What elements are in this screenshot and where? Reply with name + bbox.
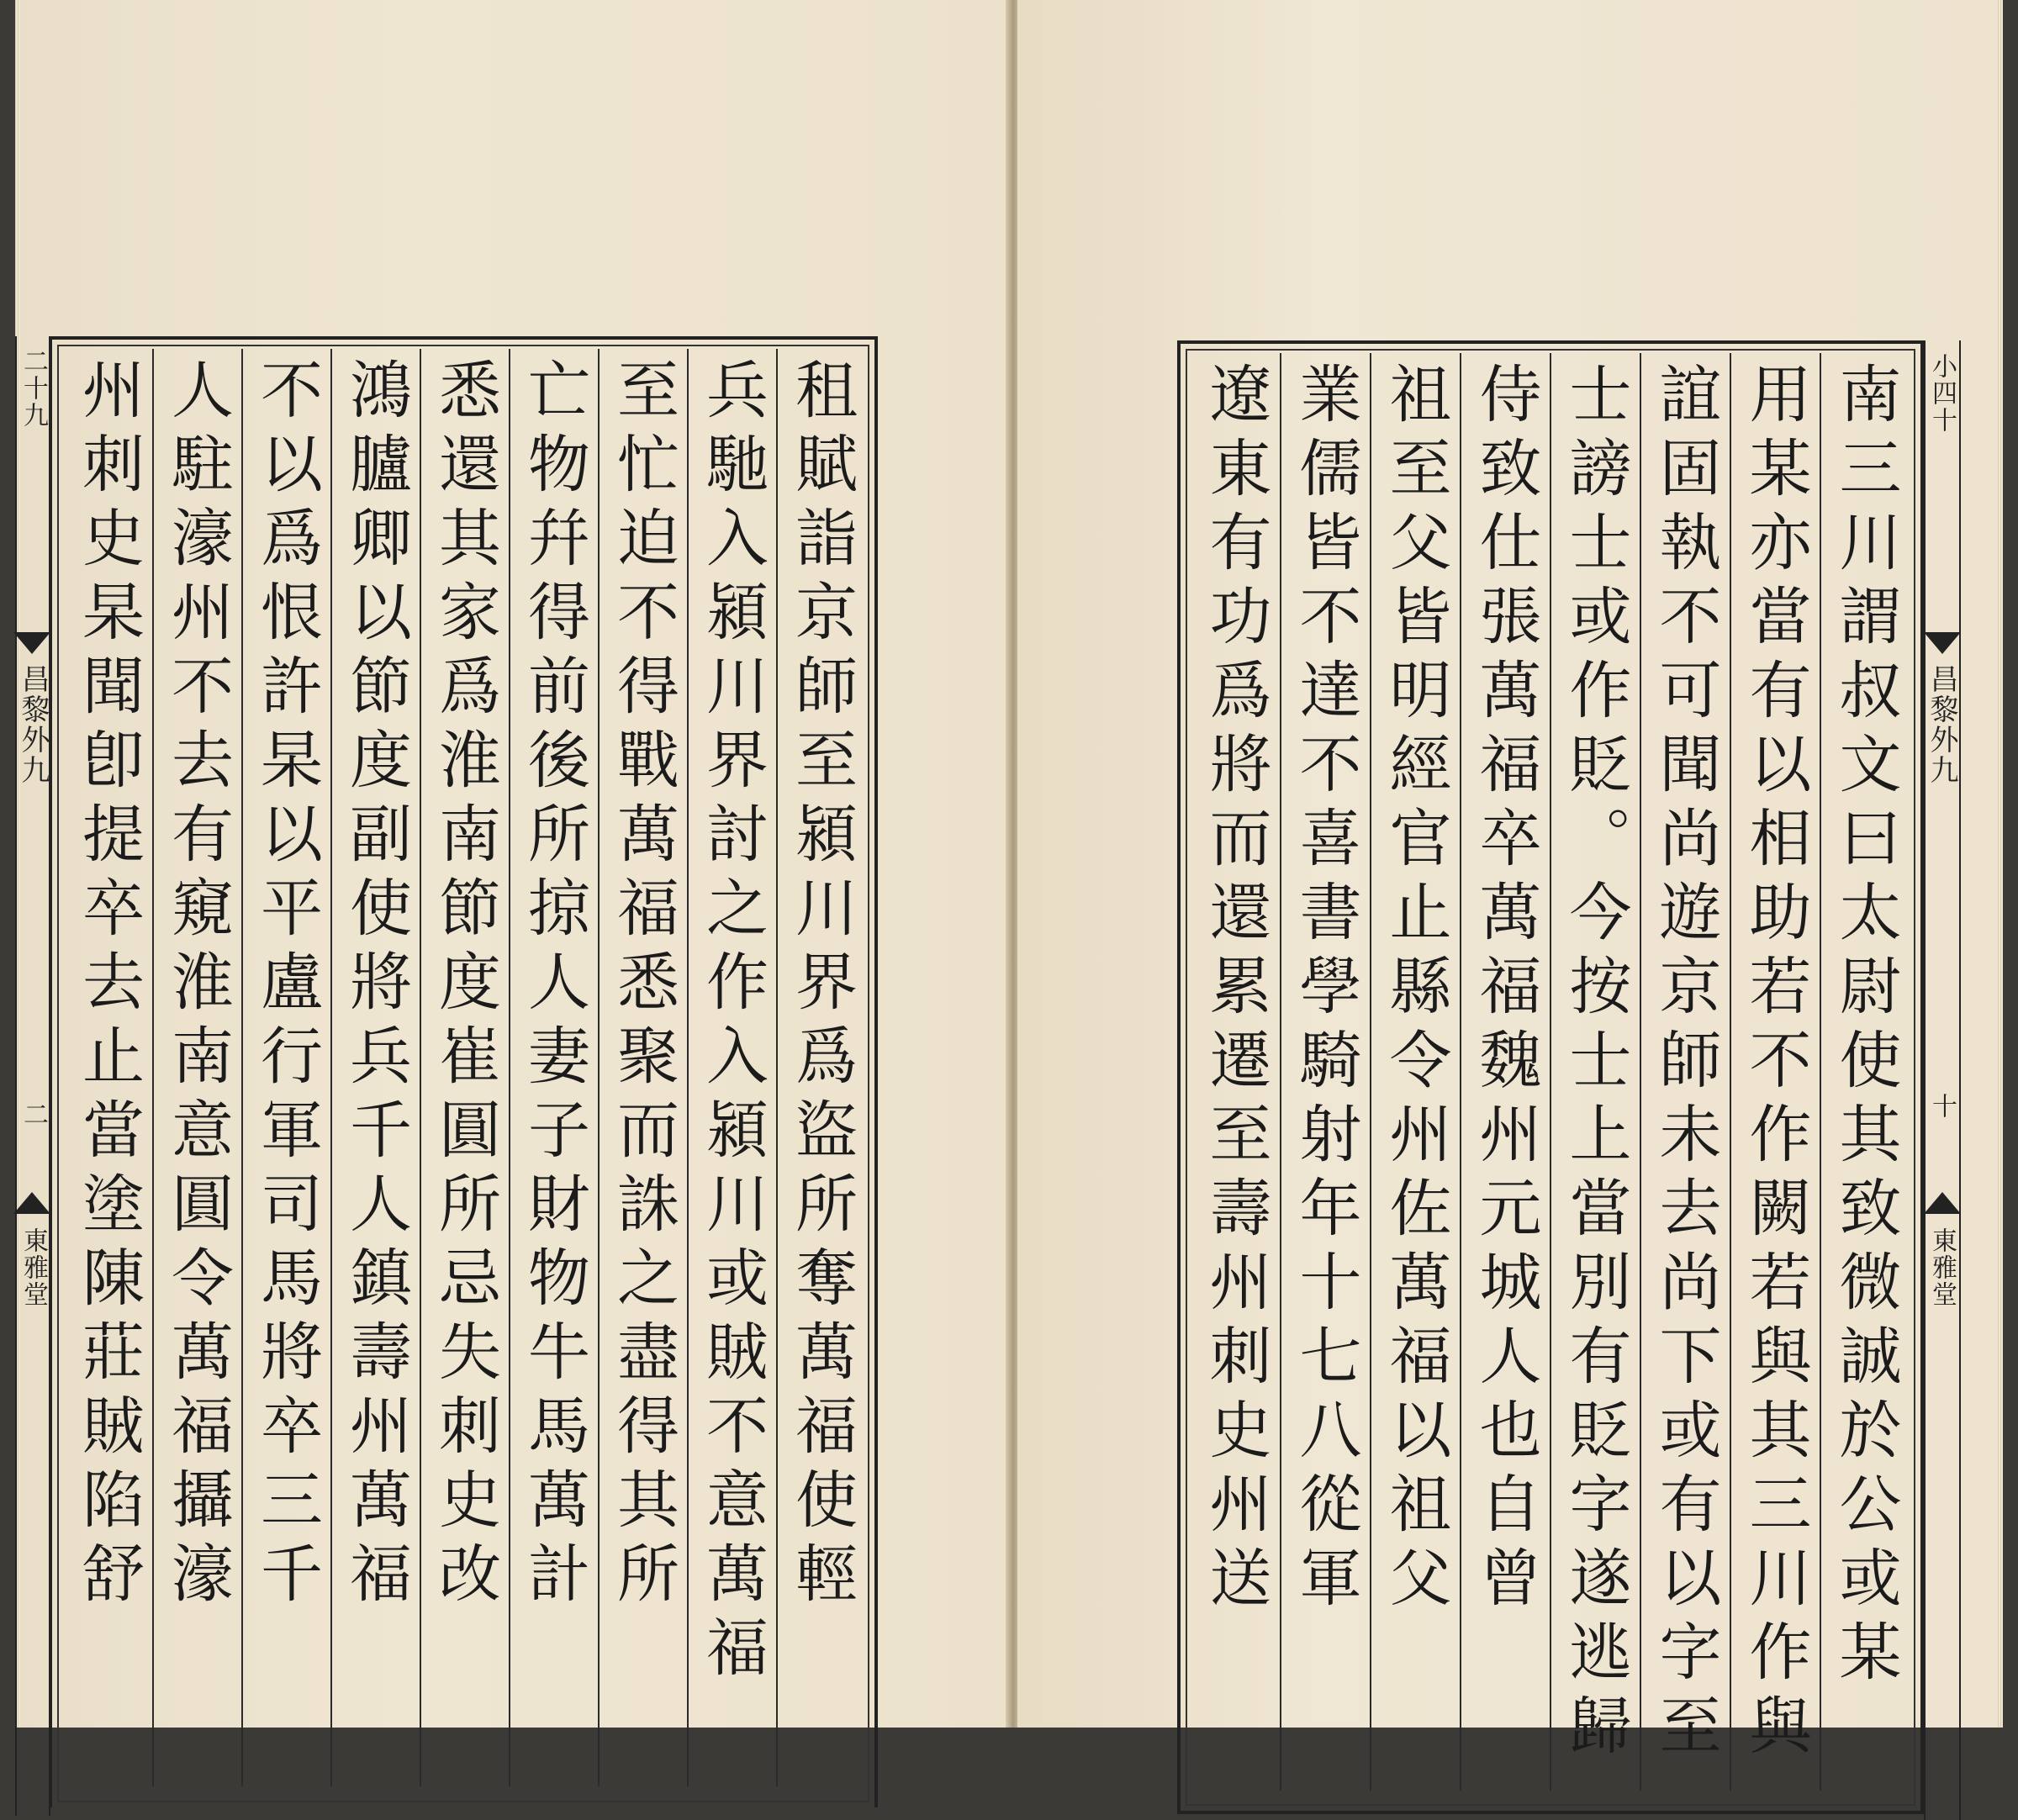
text-column: 祖至父皆明經官止縣令州佐萬福以祖父 — [1379, 361, 1452, 1619]
text-column: 州刺史杲聞卽提卒去止當塗陳莊賊陷舒 — [72, 357, 145, 1615]
right-center-label-top: 小四十 — [1927, 353, 1957, 434]
text-column: 業儒皆不達不喜書學騎射年十七八從軍 — [1289, 361, 1362, 1619]
column-rule — [1550, 353, 1551, 1791]
column-rule — [509, 349, 510, 1786]
text-column: 南三川謂叔文曰太尉使其致微誠於公或某 — [1829, 361, 1902, 1693]
column-rule — [687, 349, 689, 1786]
text-column: 兵馳入潁川界討之作入潁川或賊不意萬福 — [696, 357, 769, 1689]
right-fish-tail — [1924, 632, 1961, 654]
left-center-label-top: 二十九 — [18, 348, 48, 429]
page-edge — [1998, 0, 2003, 1728]
text-column: 遼東有功爲將而還累遷至壽州刺史州送 — [1199, 361, 1272, 1619]
text-column: 悉還其家爲淮南節度崔圓所忌失刺史改 — [429, 357, 501, 1615]
right-center-label-page: 十 — [1927, 1093, 1957, 1120]
column-rule — [776, 349, 778, 1786]
text-column: 士謗士或作貶。今按士上當別有貶字遂逃歸 — [1559, 361, 1632, 1767]
text-column: 誼固執不可聞尚遊京師未去尚下或有以字至 — [1649, 361, 1722, 1767]
column-rule — [420, 349, 421, 1786]
column-rule — [1280, 353, 1281, 1791]
column-rule — [1820, 353, 1821, 1791]
column-rule — [1370, 353, 1371, 1791]
right-columns — [1187, 345, 1910, 1816]
left-page — [15, 0, 1009, 1728]
text-column: 不以爲恨許杲以平盧行軍司馬將卒三千 — [251, 357, 323, 1615]
text-column: 鴻臚卿以節度副使將兵千人鎮壽州萬福 — [340, 357, 412, 1615]
right-center-label-title: 昌黎外九 — [1925, 664, 1958, 785]
column-rule — [1730, 353, 1731, 1791]
column-rule — [1640, 353, 1641, 1791]
text-column: 至忙迫不得戰萬福悉聚而誅之盡得其所 — [607, 357, 679, 1615]
left-columns — [59, 340, 866, 1812]
left-fish-tail-bottom — [13, 1192, 50, 1214]
column-rule — [152, 349, 154, 1786]
left-center-label-title: 昌黎外九 — [16, 664, 50, 785]
column-rule — [1460, 353, 1461, 1791]
left-center-margin — [15, 336, 50, 1816]
text-column: 租賦詣京師至潁川界爲盜所奪萬福使輕 — [785, 357, 858, 1615]
left-fish-tail — [13, 632, 50, 654]
left-center-label-page: 二 — [18, 1101, 48, 1128]
right-fish-tail-bottom — [1924, 1192, 1961, 1214]
column-rule — [330, 349, 332, 1786]
column-rule — [598, 349, 600, 1786]
text-column: 侍致仕張萬福卒萬福魏州元城人也自曾 — [1469, 361, 1542, 1619]
text-column: 用某亦當有以相助若不作闕若與其三川作與 — [1739, 361, 1812, 1767]
text-column: 人駐濠州不去有窺淮南意圓令萬福攝濠 — [161, 357, 234, 1615]
right-center-label-hall: 東雅堂 — [1927, 1227, 1957, 1308]
column-rule — [241, 349, 243, 1786]
right-center-margin — [1924, 340, 1961, 1820]
left-center-label-hall: 東雅堂 — [18, 1227, 48, 1308]
text-column: 亡物幷得前後所掠人妻子財物牛馬萬計 — [518, 357, 590, 1615]
right-page — [1017, 0, 2003, 1767]
